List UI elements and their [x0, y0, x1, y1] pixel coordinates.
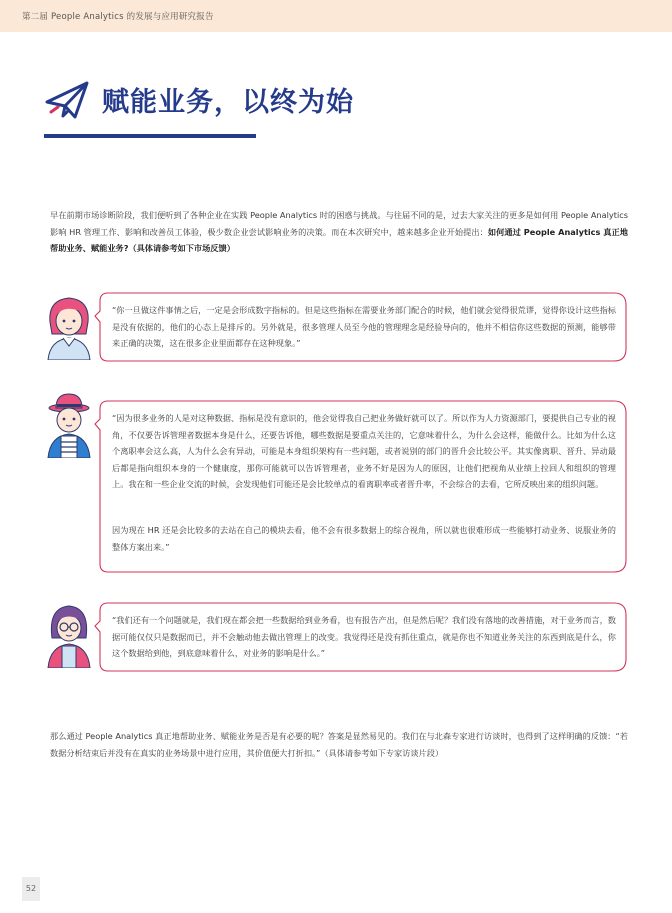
- quote-2-paragraph-1: “因为很多业务的人是对这种数据、指标是没有意识的，他会觉得我自己把业务做好就可以了。所以作为人力资源部门，要提供自己专业的视角，不仅要告诉管理者数据本身是什么，还要告诉他，哪些数据是要重点关注的，它意味着什么，为什么会这样，能做什么。比如为什么这个离职率会这么高，人为什么会有异动，可能是本身组织架构有一些问题，或者说别的部门的晋升会比较公平。其实像离职、晋升、异动最后都是指向组织本身的一个健康度，那你可能就可以告诉管理者，业务不好是因为人的原因，让他们把视角从业绩上拉回人和组织的管理上。我在和一些企业交流的时候，会发现他们可能还是会比较单点的看离职率或者晋升率，不会综合的去看，它所反映出来的组织问题。: [112, 413, 616, 489]
- intro-text: 早在前期市场诊断阶段，我们便听到了各种企业在实践 People Analytics 时的困惑与挑战。与往届不同的是，过去大家关注的更多是如何用 People Analytics 影响 HR 管理工作、影响和改善员工体验，极少数企业尝试影响业务的决策。而在本次研究中，越来越多企业开始提出：: [50, 210, 628, 237]
- avatar-woman-glasses: [44, 602, 94, 668]
- title-underline: [44, 134, 256, 138]
- quote-3-text: “我们还有一个问题就是，我们现在都会把一些数据给到业务看，也有报告产出，但是然后呢？我们没有落地的改善措施，对于业务而言，数据可能仅仅只是数据而已，并不会触动他去做出管理上的改变。我觉得还是没有抓住重点，就是你也不知道业务关注的东西到底是什么，你这个数据给到他，到底意味着什么，对业务的影响是什么。”: [112, 615, 616, 658]
- section-title: 赋能业务，以终为始: [102, 87, 354, 118]
- quote-1-text: “你一旦做这件事情之后，一定是会形成数字指标的。但是这些指标在需要业务部门配合的时候，他们就会觉得很荒谬，觉得你设计这些指标是没有依据的，他们的心态上是排斥的。另外就是，很多管理人员至今他的管理理念是经验导向的，他并不相信你这些数据的预测，能够带来正确的决策，这在很多企业里面都存在这种现象。”: [112, 305, 616, 348]
- page-number: 52: [22, 877, 40, 901]
- avatar-man-pink-hat: [44, 392, 94, 458]
- intro-bold-question: 如何通过 People Analytics 真正地帮助业务、赋能业务?（具体请参考如下市场反馈）: [50, 226, 628, 253]
- running-title: 第二届 People Analytics 的发展与应用研究报告: [22, 12, 214, 22]
- quote-2-paragraph-2: 因为现在 HR 还是会比较多的去站在自己的模块去看，他不会有很多数据上的综合视角，所以就也很难形成一些能够打动业务、说服业务的整体方案出来。”: [112, 525, 616, 552]
- conclusion-paragraph: 那么通过 People Analytics 真正地帮助业务、赋能业务是否是有必要的呢？答案是显然易见的。我们在与北森专家进行访谈时，也得到了这样明确的反馈：“若数据分析结束后并没有在真实的业务场景中进行应用，其价值便大打折扣。”（具体请参考如下专家访谈片段）: [50, 731, 628, 758]
- intro-paragraph: [50, 207, 628, 257]
- paper-plane-icon: [44, 80, 90, 120]
- avatar-woman-pink-hair: [44, 294, 94, 360]
